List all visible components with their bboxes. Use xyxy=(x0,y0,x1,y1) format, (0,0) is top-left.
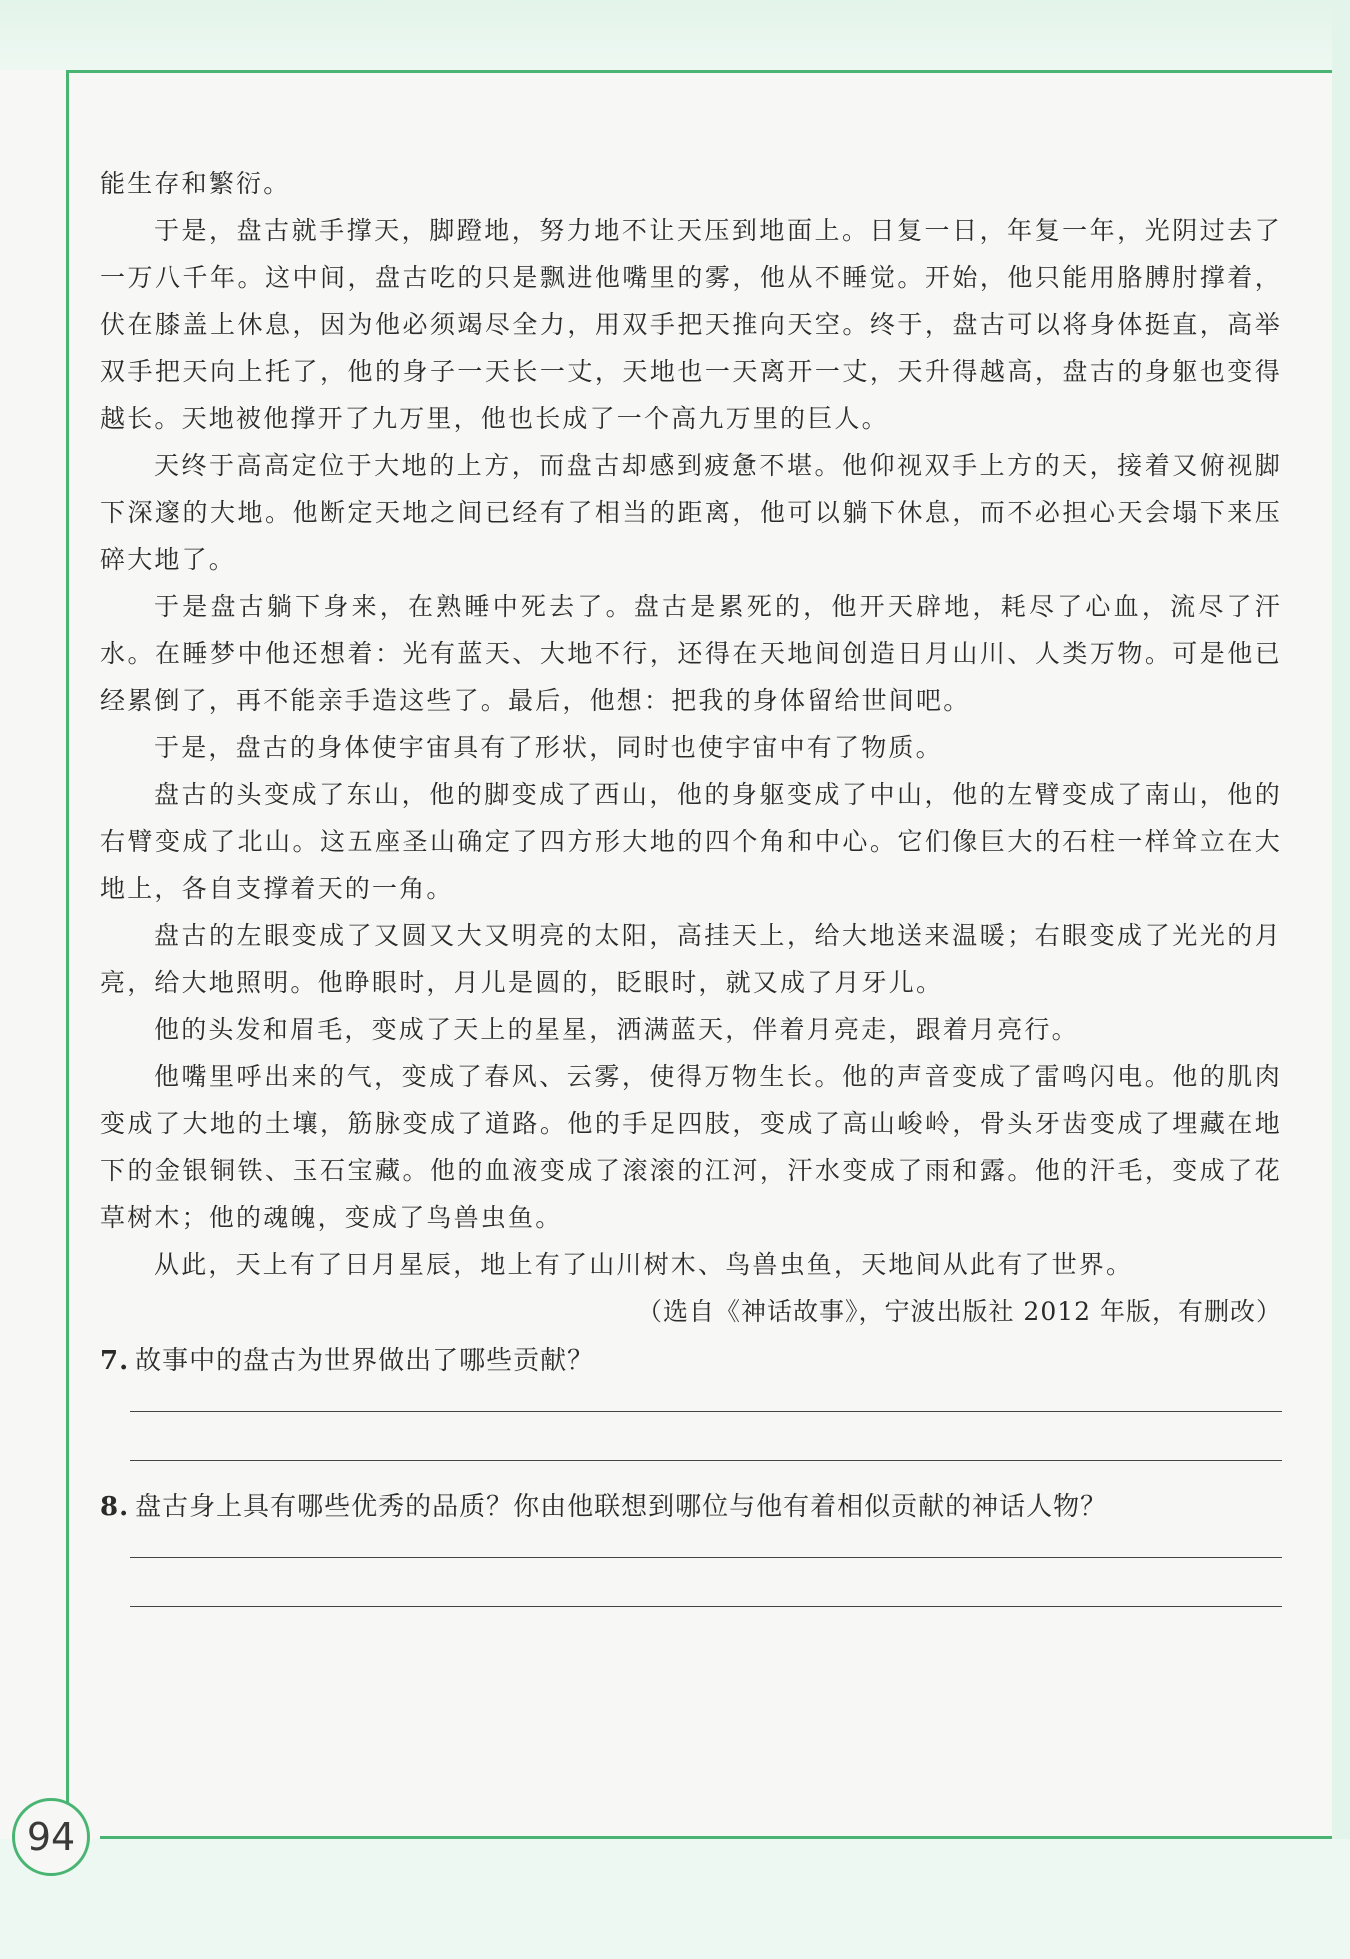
bottom-margin-tint xyxy=(0,1839,1350,1959)
answer-line[interactable] xyxy=(130,1606,1282,1607)
frame-left-border xyxy=(66,70,69,1836)
frame-bottom-border xyxy=(100,1836,1332,1839)
paragraph-7: 盘古的左眼变成了又圆又大又明亮的太阳，高挂天上，给大地送来温暖；右眼变成了光光的月亮，给大地照明。他睁眼时，月儿是圆的，眨眼时，就又成了月牙儿。 xyxy=(100,921,1282,997)
answer-line[interactable] xyxy=(130,1460,1282,1461)
question-7 xyxy=(100,1337,1282,1461)
question-text: 盘古身上具有哪些优秀的品质？你由他联想到哪位与他有着相似贡献的神话人物？ xyxy=(135,1492,1108,1522)
answer-line[interactable] xyxy=(130,1557,1282,1558)
paragraph-10: 从此，天上有了日月星辰，地上有了山川树木、鸟兽虫鱼，天地间从此有了世界。 xyxy=(154,1250,1134,1279)
paragraph-6: 盘古的头变成了东山，他的脚变成了西山，他的身躯变成了中山，他的左臂变成了南山，他的右臂变成了北山。这五座圣山确定了四方形大地的四个角和中心。它们像巨大的石柱一样耸立在大地上，各自支撑着天的一角。 xyxy=(100,780,1282,903)
source-citation: （选自《神话故事》，宁波出版社 2012 年版，有删改） xyxy=(636,1297,1282,1326)
paragraph-3: 天终于高高定位于大地的上方，而盘古却感到疲惫不堪。他仰视双手上方的天，接着又俯视脚下深邃的大地。他断定天地之间已经有了相当的距离，他可以躺下休息，而不必担心天会塌下来压碎大地了。 xyxy=(100,451,1282,574)
question-number: 7. xyxy=(100,1346,130,1376)
question-text: 故事中的盘古为世界做出了哪些贡献？ xyxy=(135,1346,595,1376)
right-margin-tint xyxy=(1332,0,1350,1959)
paragraph-8: 他的头发和眉毛，变成了天上的星星，洒满蓝天，伴着月亮走，跟着月亮行。 xyxy=(154,1015,1079,1044)
page-content xyxy=(100,160,1282,1607)
answer-line[interactable] xyxy=(130,1411,1282,1412)
paragraph-1: 能生存和繁衍。 xyxy=(100,169,291,198)
paragraph-2: 于是，盘古就手撑天，脚蹬地，努力地不让天压到地面上。日复一日，年复一年，光阴过去了一万八千年。这中间，盘古吃的只是飘进他嘴里的雾，他从不睡觉。开始，他只能用胳膊肘撑着，伏在膝盖上休息，因为他必须竭尽全力，用双手把天推向天空。终于，盘古可以将身体挺直，高举双手把天向上托了，他的身子一天长一丈，天地也一天离开一丈，天升得越高，盘古的身躯也变得越长。天地被他撑开了九万里，他也长成了一个高九万里的巨人。 xyxy=(100,216,1282,433)
question-8 xyxy=(100,1483,1282,1607)
page-number: 94 xyxy=(12,1798,90,1876)
question-number: 8. xyxy=(100,1492,130,1522)
frame-top-border xyxy=(66,70,1332,73)
paragraph-5: 于是，盘古的身体使宇宙具有了形状，同时也使宇宙中有了物质。 xyxy=(154,733,943,762)
paragraph-9: 他嘴里呼出来的气，变成了春风、云雾，使得万物生长。他的声音变成了雷鸣闪电。他的肌肉变成了大地的土壤，筋脉变成了道路。他的手足四肢，变成了高山峻岭，骨头牙齿变成了埋藏在地下的金银铜铁、玉石宝藏。他的血液变成了滚滚的江河，汗水变成了雨和露。他的汗毛，变成了花草树木；他的魂魄，变成了鸟兽虫鱼。 xyxy=(100,1062,1282,1232)
story-text xyxy=(100,160,1282,1288)
paragraph-4: 于是盘古躺下身来，在熟睡中死去了。盘古是累死的，他开天辟地，耗尽了心血，流尽了汗水。在睡梦中他还想着：光有蓝天、大地不行，还得在天地间创造日月山川、人类万物。可是他已经累倒了，再不能亲手造这些了。最后，他想：把我的身体留给世间吧。 xyxy=(100,592,1282,715)
top-margin-tint xyxy=(0,0,1350,70)
